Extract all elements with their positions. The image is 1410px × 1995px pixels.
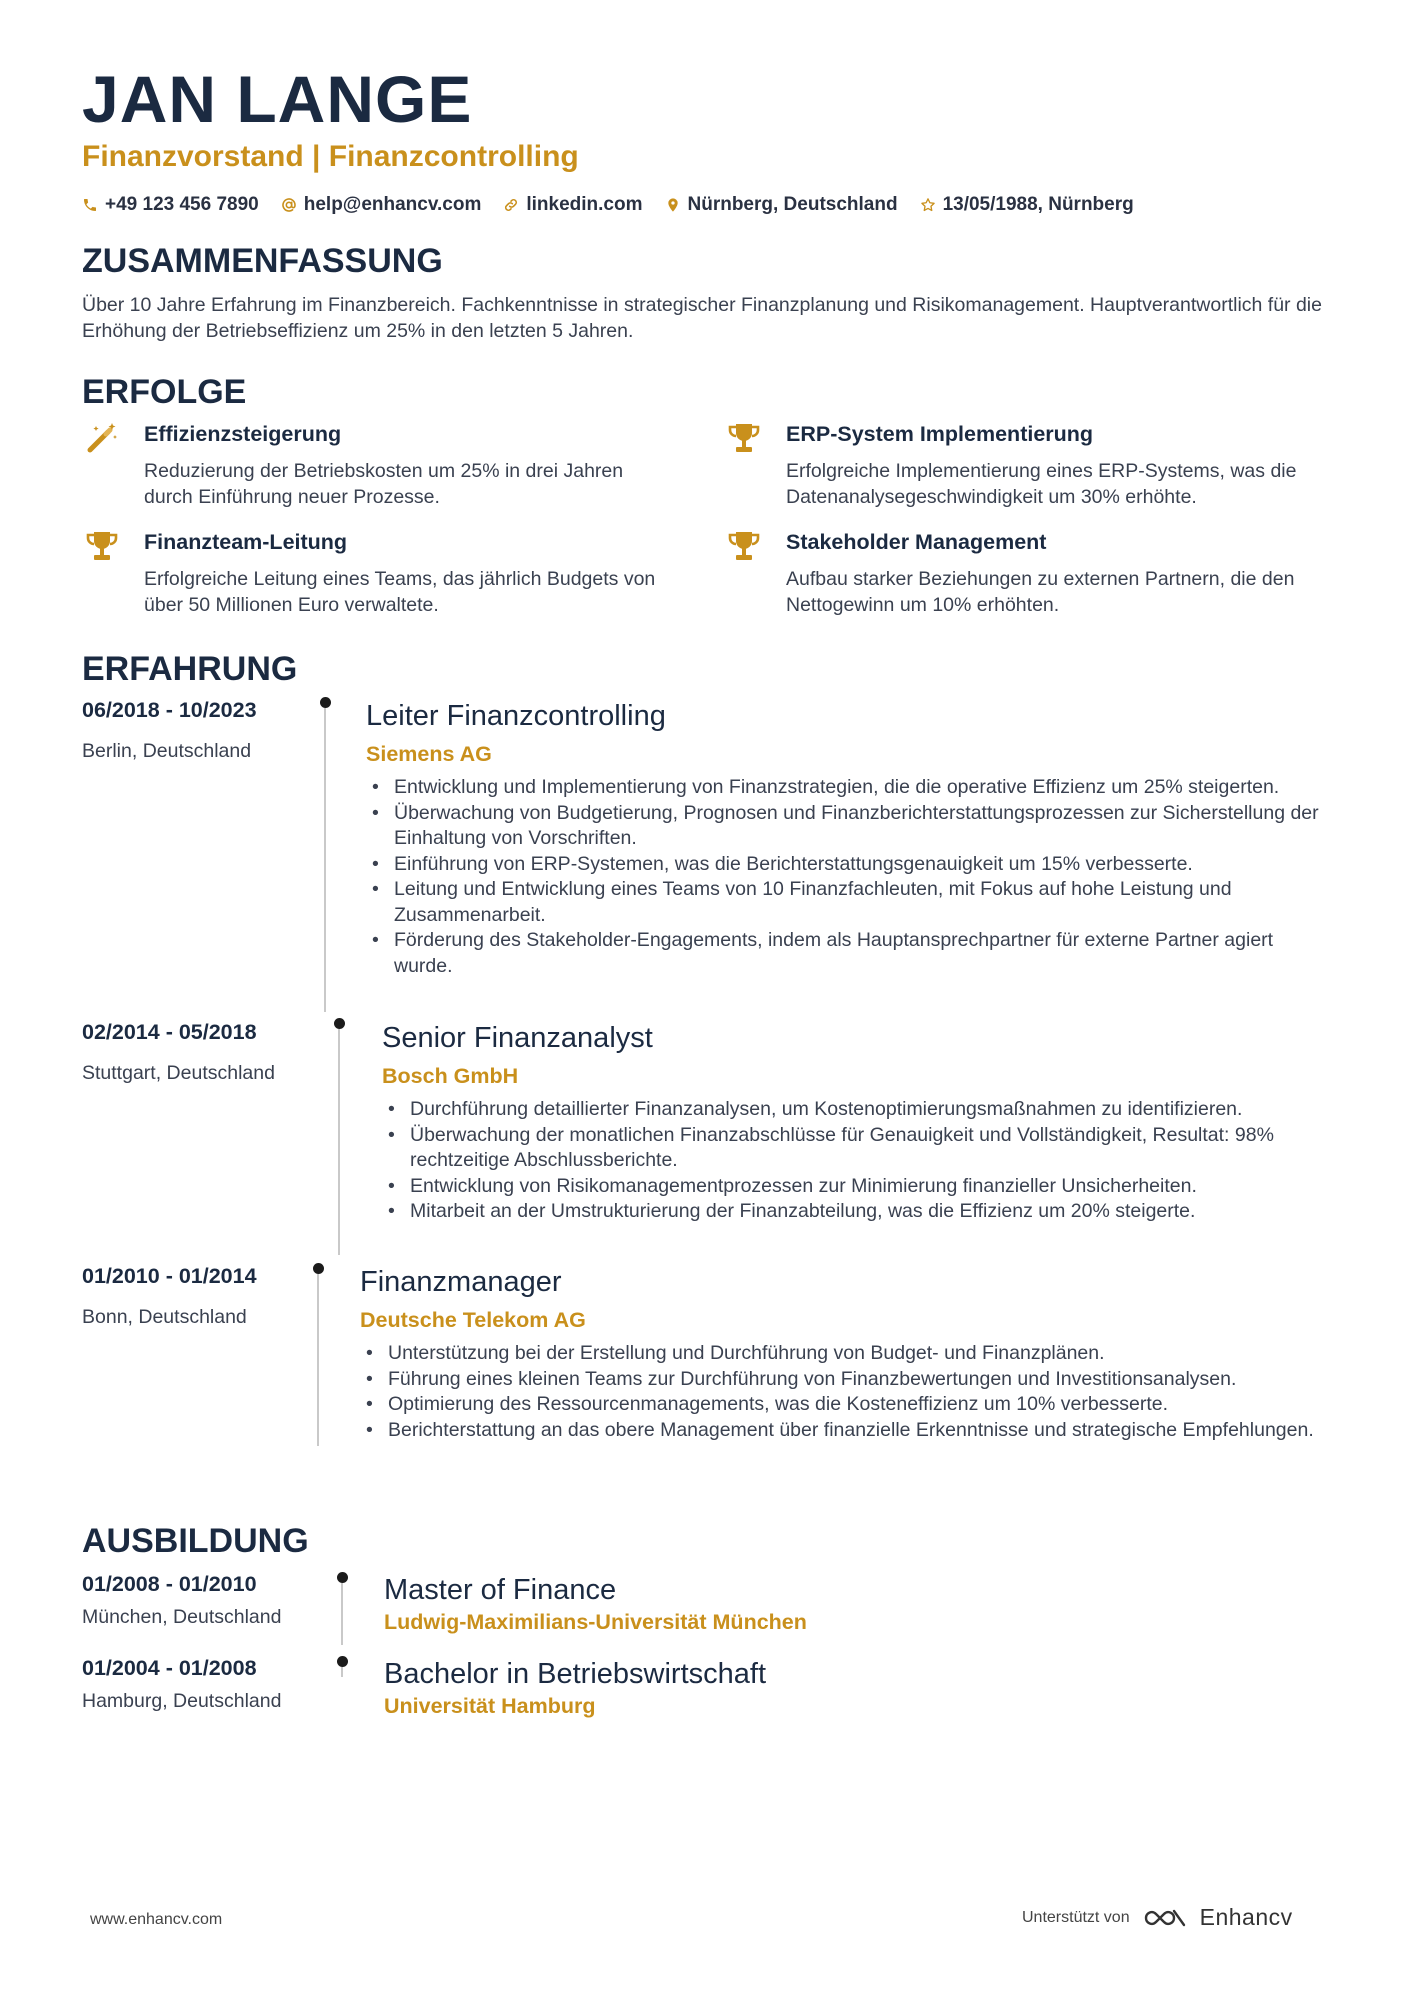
email-link[interactable]: help@enhancv.com: [303, 194, 482, 215]
experience-dates: 02/2014 - 05/2018: [82, 1020, 257, 1044]
timeline-line: [338, 1029, 340, 1255]
experience-role: Finanzmanager: [360, 1266, 562, 1298]
phone-text: +49 123 456 7890: [105, 194, 259, 215]
achievement-text: Erfolgreiche Leitung eines Teams, das jährlich Budgets von über 50 Millionen Euro verwaltete.: [144, 568, 656, 616]
linkedin-link[interactable]: linkedin.com: [526, 194, 643, 215]
education-degree: Master of Finance: [384, 1574, 617, 1606]
at-icon: [281, 197, 297, 213]
achievement-text: Erfolgreiche Implementierung eines ERP-Systems, was die Datenanalysegeschwindigkeit um 30% erhöhte.: [786, 460, 1297, 508]
footer-website[interactable]: www.enhancv.com: [90, 1911, 223, 1928]
trophy-icon: [726, 420, 762, 456]
contact-linkedin[interactable]: [503, 194, 642, 216]
experience-dates: 06/2018 - 10/2023: [82, 698, 257, 722]
experience-company: Deutsche Telekom AG: [360, 1308, 586, 1332]
bullet-item: • Überwachung der monatlichen Finanzabschlüsse für Genauigkeit und Vollständigkeit, Resultat: 98% rechtzeitige Abschlussberichte.: [382, 1123, 1328, 1174]
education-school: Universität Hamburg: [384, 1694, 596, 1718]
education-degree: Bachelor in Betriebswirtschaft: [384, 1658, 766, 1690]
achievement-title: Stakeholder Management: [786, 530, 1047, 554]
bullet-item: • Optimierung des Ressourcenmanagements, was die Kosteneffizienz um 10% verbesserte.: [360, 1392, 1326, 1418]
map-pin-icon: [665, 197, 681, 213]
summary-text: Über 10 Jahre Erfahrung im Finanzbereich. Fachkenntnisse in strategischer Finanzplanung und Risikomanagement. Hauptverantwortlich für die Erhöhung der Betriebseffizienz um 25% in den letzten 5 Jahren.: [82, 294, 1322, 342]
experience-location: Berlin, Deutschland: [82, 740, 252, 762]
achievements-heading: ERFOLGE: [82, 373, 247, 411]
bullet-item: • Mitarbeit an der Umstrukturierung der Finanzabteilung, was die Effizienz um 20% steigerte.: [382, 1199, 1328, 1225]
bullet-item: • Durchführung detaillierter Finanzanalysen, um Kostenoptimierungsmaßnahmen zu identifizieren.: [382, 1097, 1328, 1123]
education-location: München, Deutschland: [82, 1606, 282, 1628]
magic-wand-icon: [84, 420, 120, 456]
experience-location: Stuttgart, Deutschland: [82, 1062, 275, 1084]
footer-brand: [1022, 1904, 1293, 1931]
education-heading: AUSBILDUNG: [82, 1522, 309, 1560]
experience-location: Bonn, Deutschland: [82, 1306, 247, 1328]
enhancv-logo-icon: [1142, 1905, 1188, 1931]
education-school: Ludwig-Maximilians-Universität München: [384, 1610, 807, 1634]
timeline-dot: [334, 1018, 345, 1029]
bullet-item: • Berichterstattung an das obere Management über finanzielle Erkenntnisse und strategische Empfehlungen.: [360, 1418, 1326, 1444]
contact-bar: [82, 194, 1134, 216]
powered-by-label: Unterstützt von: [1022, 1908, 1130, 1926]
achievement-title: Finanzteam-Leitung: [144, 530, 348, 554]
achievement-title: Effizienzsteigerung: [144, 422, 342, 446]
contact-location: [665, 194, 898, 216]
bullet-item: • Einführung von ERP-Systemen, was die Berichterstattungsgenauigkeit um 15% verbesserte.: [366, 852, 1326, 878]
achievement-title: ERP-System Implementierung: [786, 422, 1094, 446]
experience-bullets: [382, 1097, 1328, 1225]
experience-dates: 01/2010 - 01/2014: [82, 1264, 257, 1288]
trophy-icon: [726, 528, 762, 564]
bullet-item: • Förderung des Stakeholder-Engagements, indem als Hauptansprechpartner für externe Partner agiert wurde.: [366, 928, 1326, 979]
experience-role: Senior Finanzanalyst: [382, 1022, 653, 1054]
link-icon: [503, 197, 519, 213]
timeline-line: [324, 708, 326, 1012]
candidate-name: JAN LANGE: [82, 62, 473, 136]
bullet-item: • Entwicklung von Risikomanagementprozessen zur Minimierung finanzieller Unsicherheiten.: [382, 1174, 1328, 1200]
achievement-text: Reduzierung der Betriebskosten um 25% in drei Jahren durch Einführung neuer Prozesse.: [144, 460, 624, 508]
star-icon: [920, 197, 936, 213]
trophy-icon: [84, 528, 120, 564]
phone-icon: [82, 197, 98, 213]
timeline-dot: [320, 697, 331, 708]
education-dates: 01/2008 - 01/2010: [82, 1572, 257, 1596]
timeline-dot: [337, 1656, 348, 1667]
summary-heading: ZUSAMMENFASSUNG: [82, 242, 443, 280]
experience-role: Leiter Finanzcontrolling: [366, 700, 666, 732]
timeline-line: [341, 1667, 343, 1677]
bullet-item: • Überwachung von Budgetierung, Prognosen und Finanzberichterstattungsprozessen zur Sicherstellung der Einhaltung von Vorschriften.: [366, 801, 1326, 852]
experience-bullets: [360, 1341, 1326, 1443]
bullet-item: • Unterstützung bei der Erstellung und Durchführung von Budget- und Finanzplänen.: [360, 1341, 1326, 1367]
timeline-line: [341, 1583, 343, 1645]
contact-phone: [82, 194, 259, 216]
bullet-item: • Leitung und Entwicklung eines Teams von 10 Finanzfachleuten, mit Fokus auf hohe Leistung und Zusammenarbeit.: [366, 877, 1326, 928]
education-dates: 01/2004 - 01/2008: [82, 1656, 257, 1680]
location-text: Nürnberg, Deutschland: [687, 194, 898, 215]
bullet-item: • Führung eines kleinen Teams zur Durchführung von Finanzbewertungen und Investitionsanalysen.: [360, 1367, 1326, 1393]
contact-birth: [920, 194, 1134, 216]
bullet-item: • Entwicklung und Implementierung von Finanzstrategien, die die operative Effizienz um 25% steigerten.: [366, 775, 1326, 801]
timeline-dot: [313, 1263, 324, 1274]
timeline-dot: [337, 1572, 348, 1583]
enhancv-brand-text: Enhancv: [1199, 1904, 1293, 1930]
experience-bullets: [366, 775, 1326, 979]
education-location: Hamburg, Deutschland: [82, 1690, 282, 1712]
birth-text: 13/05/1988, Nürnberg: [942, 194, 1134, 215]
experience-company: Siemens AG: [366, 742, 492, 766]
candidate-title: Finanzvorstand | Finanzcontrolling: [82, 140, 579, 173]
contact-email[interactable]: [281, 194, 482, 216]
experience-company: Bosch GmbH: [382, 1064, 519, 1088]
achievement-text: Aufbau starker Beziehungen zu externen Partnern, die den Nettogewinn um 10% erhöhten.: [786, 568, 1295, 616]
timeline-line: [317, 1274, 319, 1446]
experience-heading: ERFAHRUNG: [82, 650, 298, 688]
